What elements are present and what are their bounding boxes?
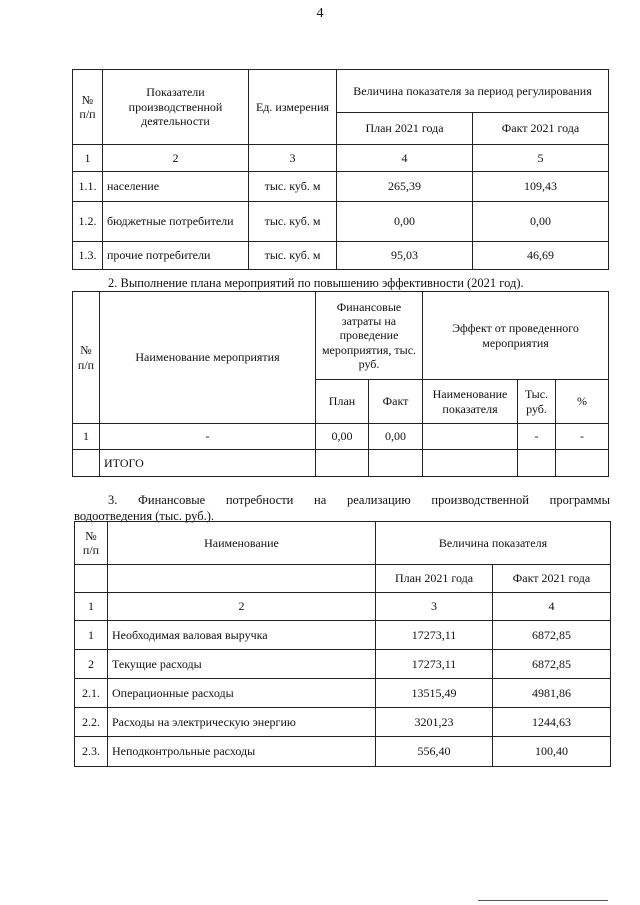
row-fact: 1244,63 bbox=[493, 708, 611, 737]
index-cell: 2 bbox=[108, 593, 376, 621]
index-row bbox=[73, 145, 609, 172]
header-name: Наименование bbox=[108, 522, 376, 565]
row-name: Неподконтрольные расходы bbox=[108, 737, 376, 767]
table-row bbox=[75, 679, 611, 708]
header-costs: Финансовые затраты на проведение мероприятия, тыс. руб. bbox=[316, 292, 423, 380]
section2-title: 2. Выполнение плана мероприятий по повышению эффективности (2021 год). bbox=[108, 276, 524, 290]
section3-title-line2: водоотведения (тыс. руб.). bbox=[74, 508, 215, 523]
row-fact: 6872,85 bbox=[493, 621, 611, 650]
index-cell: 1 bbox=[75, 593, 108, 621]
table-row bbox=[75, 650, 611, 679]
row-indicator bbox=[423, 424, 518, 450]
header-plan: План 2021 года bbox=[337, 113, 473, 145]
header-num: № п/п bbox=[73, 292, 100, 424]
row-unit: тыс. куб. м bbox=[249, 202, 337, 242]
row-name: население bbox=[103, 172, 249, 202]
row-name: прочие потребители bbox=[103, 242, 249, 270]
total-row bbox=[73, 450, 609, 477]
table-row bbox=[75, 621, 611, 650]
row-num: 1.2. bbox=[73, 202, 103, 242]
index-cell: 2 bbox=[103, 145, 249, 172]
efficiency-measures-table bbox=[72, 291, 609, 477]
row-num: 1.1. bbox=[73, 172, 103, 202]
row-plan: 17273,11 bbox=[376, 650, 493, 679]
row-pct: - bbox=[556, 424, 609, 450]
row-fact: 4981,86 bbox=[493, 679, 611, 708]
row-num: 1.3. bbox=[73, 242, 103, 270]
row-plan: 17273,11 bbox=[376, 621, 493, 650]
row-name: - bbox=[100, 424, 316, 450]
table-row bbox=[73, 172, 609, 202]
section3-title-line1: 3. Финансовые потребности на реализацию производственной программы bbox=[108, 493, 610, 507]
header-fact: Факт bbox=[369, 380, 423, 424]
index-row bbox=[75, 593, 611, 621]
row-plan: 95,03 bbox=[337, 242, 473, 270]
row-num: 2.2. bbox=[75, 708, 108, 737]
index-cell: 3 bbox=[249, 145, 337, 172]
row-name: бюджетные потребители bbox=[103, 202, 249, 242]
row-num: 2.3. bbox=[75, 737, 108, 767]
row-unit: тыс. куб. м bbox=[249, 242, 337, 270]
row-fact: 100,40 bbox=[493, 737, 611, 767]
index-cell: 1 bbox=[73, 145, 103, 172]
financial-needs-table bbox=[74, 521, 611, 767]
row-fact: 109,43 bbox=[473, 172, 609, 202]
header-plan: План 2021 года bbox=[376, 565, 493, 593]
index-cell: 4 bbox=[493, 593, 611, 621]
header-value-group: Величина показателя за период регулирования bbox=[337, 70, 609, 113]
header-unit: Ед. измерения bbox=[249, 70, 337, 145]
index-cell: 4 bbox=[337, 145, 473, 172]
row-plan: 265,39 bbox=[337, 172, 473, 202]
production-indicators-table bbox=[72, 69, 609, 270]
row-plan: 3201,23 bbox=[376, 708, 493, 737]
row-rub: - bbox=[518, 424, 556, 450]
row-name: Операционные расходы bbox=[108, 679, 376, 708]
row-fact: 46,69 bbox=[473, 242, 609, 270]
table-row bbox=[73, 242, 609, 270]
table-row bbox=[75, 708, 611, 737]
index-cell: 5 bbox=[473, 145, 609, 172]
row-plan: 556,40 bbox=[376, 737, 493, 767]
footer-rule bbox=[478, 900, 608, 901]
header-value: Величина показателя bbox=[376, 522, 611, 565]
row-name: Текущие расходы bbox=[108, 650, 376, 679]
row-unit: тыс. куб. м bbox=[249, 172, 337, 202]
row-plan: 0,00 bbox=[316, 424, 369, 450]
header-plan: План bbox=[316, 380, 369, 424]
section3-title bbox=[74, 493, 610, 524]
row-num: 1 bbox=[73, 424, 100, 450]
row-num: 2.1. bbox=[75, 679, 108, 708]
table-row bbox=[75, 737, 611, 767]
index-cell: 3 bbox=[376, 593, 493, 621]
row-name: Расходы на электрическую энергию bbox=[108, 708, 376, 737]
header-indicators: Показатели производственной деятельности bbox=[103, 70, 249, 145]
header-num: № п/п bbox=[75, 522, 108, 565]
header-effect: Эффект от проведенного мероприятия bbox=[423, 292, 609, 380]
header-indicator-name: Наименование показателя bbox=[423, 380, 518, 424]
row-num: 2 bbox=[75, 650, 108, 679]
row-name: Необходимая валовая выручка bbox=[108, 621, 376, 650]
header-fact: Факт 2021 года bbox=[473, 113, 609, 145]
header-fact: Факт 2021 года bbox=[493, 565, 611, 593]
page-number: 4 bbox=[316, 6, 324, 21]
row-fact: 0,00 bbox=[473, 202, 609, 242]
table-row bbox=[73, 202, 609, 242]
row-plan: 0,00 bbox=[337, 202, 473, 242]
table-row bbox=[73, 424, 609, 450]
header-thousand-rub: Тыс. руб. bbox=[518, 380, 556, 424]
row-plan: 13515,49 bbox=[376, 679, 493, 708]
header-percent: % bbox=[556, 380, 609, 424]
row-num: 1 bbox=[75, 621, 108, 650]
row-fact: 0,00 bbox=[369, 424, 423, 450]
header-name: Наименование мероприятия bbox=[100, 292, 316, 424]
header-num: № п/п bbox=[73, 70, 103, 145]
row-fact: 6872,85 bbox=[493, 650, 611, 679]
total-label: ИТОГО bbox=[100, 450, 316, 477]
